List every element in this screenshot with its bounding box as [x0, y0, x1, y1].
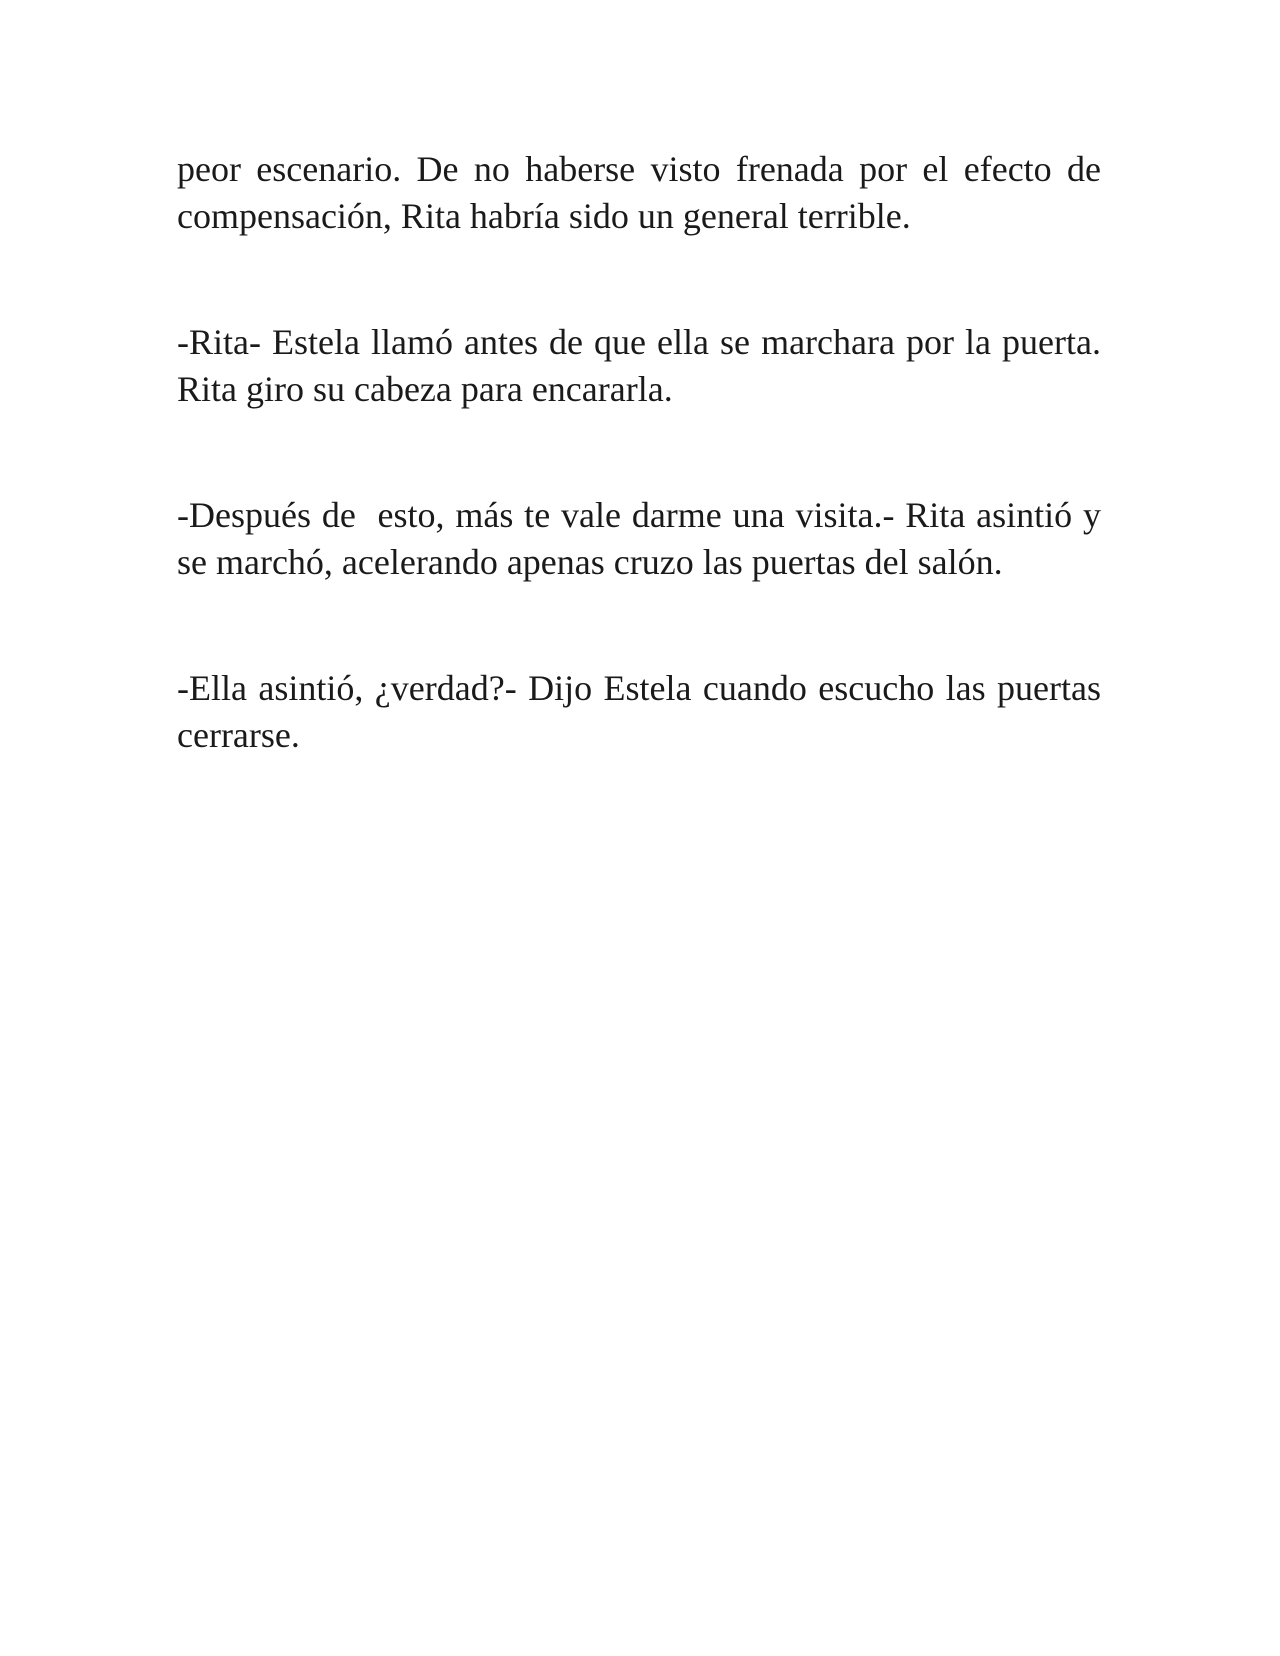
paragraph-1: peor escenario. De no haberse visto frenada por el efecto de compensación, Rita habría sido un general terrible.	[177, 149, 1101, 236]
body-text	[177, 146, 1110, 838]
paragraph-2: -Rita- Estela llamó antes de que ella se marchara por la puerta. Rita giro su cabeza para encararla.	[177, 322, 1101, 409]
paragraph-3: -Después de esto, más te vale darme una visita.- Rita asintió y se marchó, acelerando apenas cruzo las puertas del salón.	[177, 495, 1110, 582]
paragraph-4: -Ella asintió, ¿verdad?- Dijo Estela cuando escucho las puertas cerrarse.	[177, 668, 1101, 755]
